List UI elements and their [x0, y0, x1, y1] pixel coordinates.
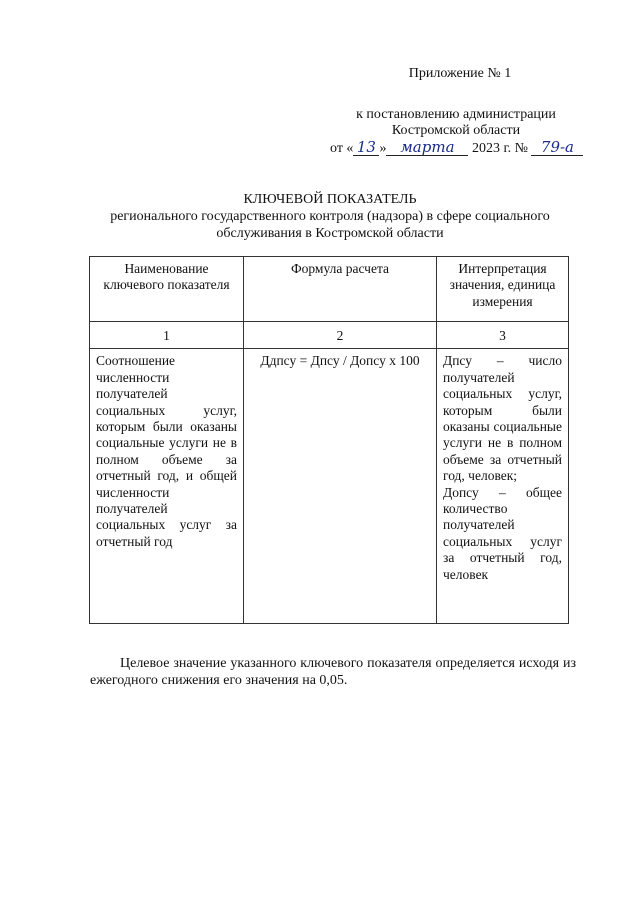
- decree-line-1: к постановлению администрации: [356, 107, 556, 122]
- date-month: марта: [386, 139, 468, 156]
- interpretation-part-2: Допсу – общее количество получателей социальных услуг за отчетный год, человек: [443, 484, 562, 582]
- document-title: КЛЮЧЕВОЙ ПОКАЗАТЕЛЬ: [243, 192, 417, 207]
- target-value-paragraph: [90, 655, 576, 689]
- column-number-3: 3: [437, 322, 569, 349]
- header-cell-interpretation: Интерпретация значения, единица измерения: [437, 257, 569, 322]
- interpretation-cell: [437, 349, 569, 624]
- document-subtitle: регионального государственного контроля (надзора) в сфере социального обслуживания в Костромской области: [110, 209, 550, 241]
- formula-cell: Ддпсу = Дпсу / Допсу х 100: [244, 349, 437, 624]
- target-value-text: Целевое значение указанного ключевого показателя определяется исходя из ежегодного снижения его значения на 0,05.: [90, 656, 576, 688]
- date-day: 13: [353, 139, 379, 156]
- interpretation-part-1: Дпсу – число получателей социальных услуг, которым были оказаны социальные услуги не в полном объеме за отчетный год, человек;: [443, 353, 562, 484]
- header-cell-formula: Формула расчета: [244, 257, 437, 322]
- indicator-name-cell: Соотношение численности получателей социальных услуг, которым были оказаны социальные услуги не в полном объеме за отчетный год, и общей численности получателей социальных услуг за отчетный год: [90, 349, 244, 624]
- annex-label: Приложение № 1: [408, 66, 512, 81]
- header-cell-name: Наименование ключевого показателя: [90, 257, 244, 322]
- table-header-row: [90, 257, 569, 322]
- decree-date-line: [330, 139, 600, 157]
- column-number-1: 1: [90, 322, 244, 349]
- date-year: 2023 г. №: [471, 141, 528, 156]
- table-number-row: [90, 322, 569, 349]
- column-number-2: 2: [244, 322, 437, 349]
- decree-number: 79-а: [531, 139, 583, 156]
- date-mid: »: [379, 141, 387, 156]
- indicator-table: [89, 256, 569, 624]
- decree-line-2: Костромской области: [391, 123, 521, 138]
- date-prefix: от «: [330, 141, 354, 156]
- table-row: [90, 349, 569, 624]
